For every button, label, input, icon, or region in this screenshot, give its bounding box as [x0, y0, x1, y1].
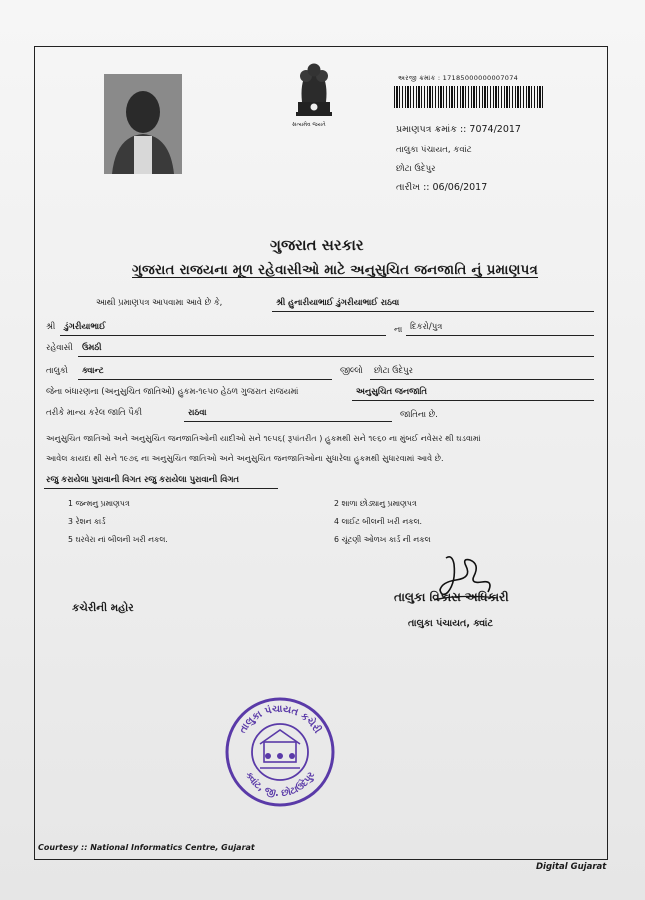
order-underline [352, 400, 594, 401]
father-underline [60, 335, 386, 336]
digital-gujarat-brand: Digital Gujarat [536, 862, 607, 872]
taluka-underline [78, 379, 332, 380]
evidence-item: 2 શાળા છોડ્યાનુ પ્રમાણપત્ર [334, 499, 417, 508]
district-value: છોટા ઉદેપુર [374, 365, 413, 375]
caste-label: તરીકે માન્ય કરેલ જાતિ પૈકી [46, 407, 142, 417]
relation-value: દિકરો/પુત્ર [410, 321, 443, 331]
evidence-item: 5 ઘરવેરા નાં બીલની ખરી નકલ. [68, 535, 168, 544]
resident-value: ઉમઠી [82, 342, 102, 352]
district-label: જીલ્લો [340, 365, 363, 375]
seal-bottom-text: ક્વાંટ, જી. છોટાઉદેપુર [242, 770, 318, 800]
evidence-item: 1 જન્મનુ પ્રમાણપત્ર [68, 499, 130, 508]
legal-paragraph-line1: અનુસુચિત જાતિઓ અને અનુસુચિત જનજાતિઓની યાદીઓ સને ૧૯૫૬( રૂપાંતરીત ) હુકમથી સને ૧૯૬૦ ના મુંબઈ નવેસર થી ઘડવામાં [46, 433, 481, 443]
intro-label: આથી પ્રમાણપત્ર આપવામા આવે છે કે, [96, 297, 223, 307]
officer-designation: તાલુકા વિકાસ અધિકારી [394, 590, 509, 604]
evidence-heading-underline [44, 488, 278, 489]
seal-top-text: તાલુકા પંચાયત કચેરી [237, 703, 323, 736]
evidence-item: 4 લાઈટ બીલની ખરી નકલ. [334, 517, 423, 526]
evidence-item: 3 રેશન કાર્ડ [68, 517, 106, 526]
application-number: અરજી ક્રમાંક : 17185000000007074 [398, 74, 519, 82]
officer-office: તાલુકા પંચાયત, ક્વાંટ [408, 618, 493, 629]
caste-underline [184, 421, 392, 422]
district-underline [370, 379, 594, 380]
svg-text:ક્વાંટ, જી. છોટાઉદેપુર [243, 769, 318, 799]
evidence-heading: રજુ કરાયેલા પુરાવાની વિગત રજુ કરાયેલા પુરાવાની વિગત [46, 474, 239, 484]
certificate-title: ગુજરાત રાજયના મૂળ રહેવાસીઓ માટે અનુસુચિત જનજાતિ નું પ્રમાણપત્ર [132, 262, 539, 278]
applicant-photo [104, 74, 182, 174]
issuing-office: તાલુકા પંચાયત, કવાંટ [396, 145, 472, 155]
father-name: ડુંગરીયાભાઈ [64, 321, 106, 331]
issue-date: તારીખ :: 06/06/2017 [396, 182, 488, 193]
relation-underline [406, 335, 594, 336]
issuing-district: છોટા ઉદેપુર [396, 164, 436, 174]
government-title: ગુજરાત સરકાર [270, 236, 364, 254]
applicant-name: શ્રી હુનારીયાભાઈ ડુંગરીયાભાઈ રાઠવા [276, 297, 400, 307]
emblem-caption: સત્યમેવ જયતે [292, 122, 326, 128]
national-emblem-icon [288, 58, 340, 128]
courtesy-footer: Courtesy :: National Informatics Centre, Gujarat [38, 843, 255, 852]
barcode [394, 86, 544, 108]
taluka-label: તાલુકો [46, 365, 68, 375]
order-text: જેના બંધારણના (અનુસુચિત જાતિઓ) હુકમ-૧૯૫૦ હેઠળ ગુજરાત રાજયમાં [46, 386, 299, 396]
certificate-number: પ્રમાણપત્ર ક્રમાંક :: 7074/2017 [396, 124, 521, 135]
shri-label: શ્રી [46, 321, 56, 331]
caste-value: રાઠવા [188, 407, 207, 417]
resident-underline [78, 356, 594, 357]
evidence-item: 6 ચૂંટણી ઓળખ કાર્ડ ની નકલ [334, 535, 431, 544]
panchayat-seal [224, 696, 336, 808]
son-of-label: ના [394, 324, 403, 334]
legal-paragraph-line2: આવેલ કાયદા થી સને ૧૯૭૬ ના અનુસુચિત જાતિઓ અને અનુસુચિત જનજાતિઓના સુધારેલા હુકમથી સુધારવામાં આવે છે. [46, 453, 444, 463]
name-underline [272, 311, 594, 312]
office-stamp-label: કચેરીની મહોર [72, 602, 134, 614]
resident-label: રહેવાસી [46, 342, 73, 352]
taluka-value: ક્વાન્ટ [82, 365, 104, 375]
caste-suffix: જાતિના છે. [400, 409, 438, 419]
order-value: અનુસુચિત જનજાતિ [356, 386, 427, 396]
